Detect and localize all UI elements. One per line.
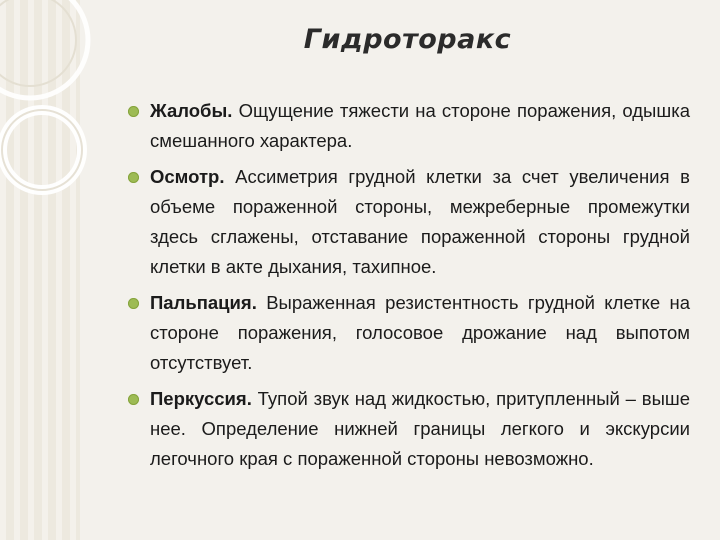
item-term: Осмотр.	[150, 166, 236, 187]
item-term: Пальпация.	[150, 292, 267, 313]
bullet-icon	[128, 106, 139, 117]
item-term: Жалобы.	[150, 100, 239, 121]
list-item	[150, 162, 690, 282]
item-text: Выраженная резистентность грудной клетке на стороне поражения, голосовое дрожание над выпотом отсутствует.	[150, 292, 690, 373]
slide-title: Гидроторакс	[303, 24, 512, 55]
item-text: Тупой звук над жидкостью, притупленный – выше нее. Определение нижней границы легкого и экскурсии легочного края с пораженной стороны невозможно.	[150, 388, 690, 469]
list-item	[150, 96, 690, 156]
item-term: Перкуссия.	[150, 388, 258, 409]
list-item	[150, 384, 690, 474]
item-text: Ощущение тяжести на стороне поражения, одышка смешанного характера.	[150, 100, 690, 151]
list-item	[150, 288, 690, 378]
bullet-list	[150, 96, 690, 480]
item-text: Ассиметрия грудной клетки за счет увеличения в объеме пораженной стороны, межреберные промежутки здесь сглажены, отставание пораженной стороны грудной клетки в акте дыхания, тахипное.	[150, 166, 690, 277]
bullet-icon	[128, 298, 139, 309]
bullet-icon	[128, 172, 139, 183]
bullet-icon	[128, 394, 139, 405]
